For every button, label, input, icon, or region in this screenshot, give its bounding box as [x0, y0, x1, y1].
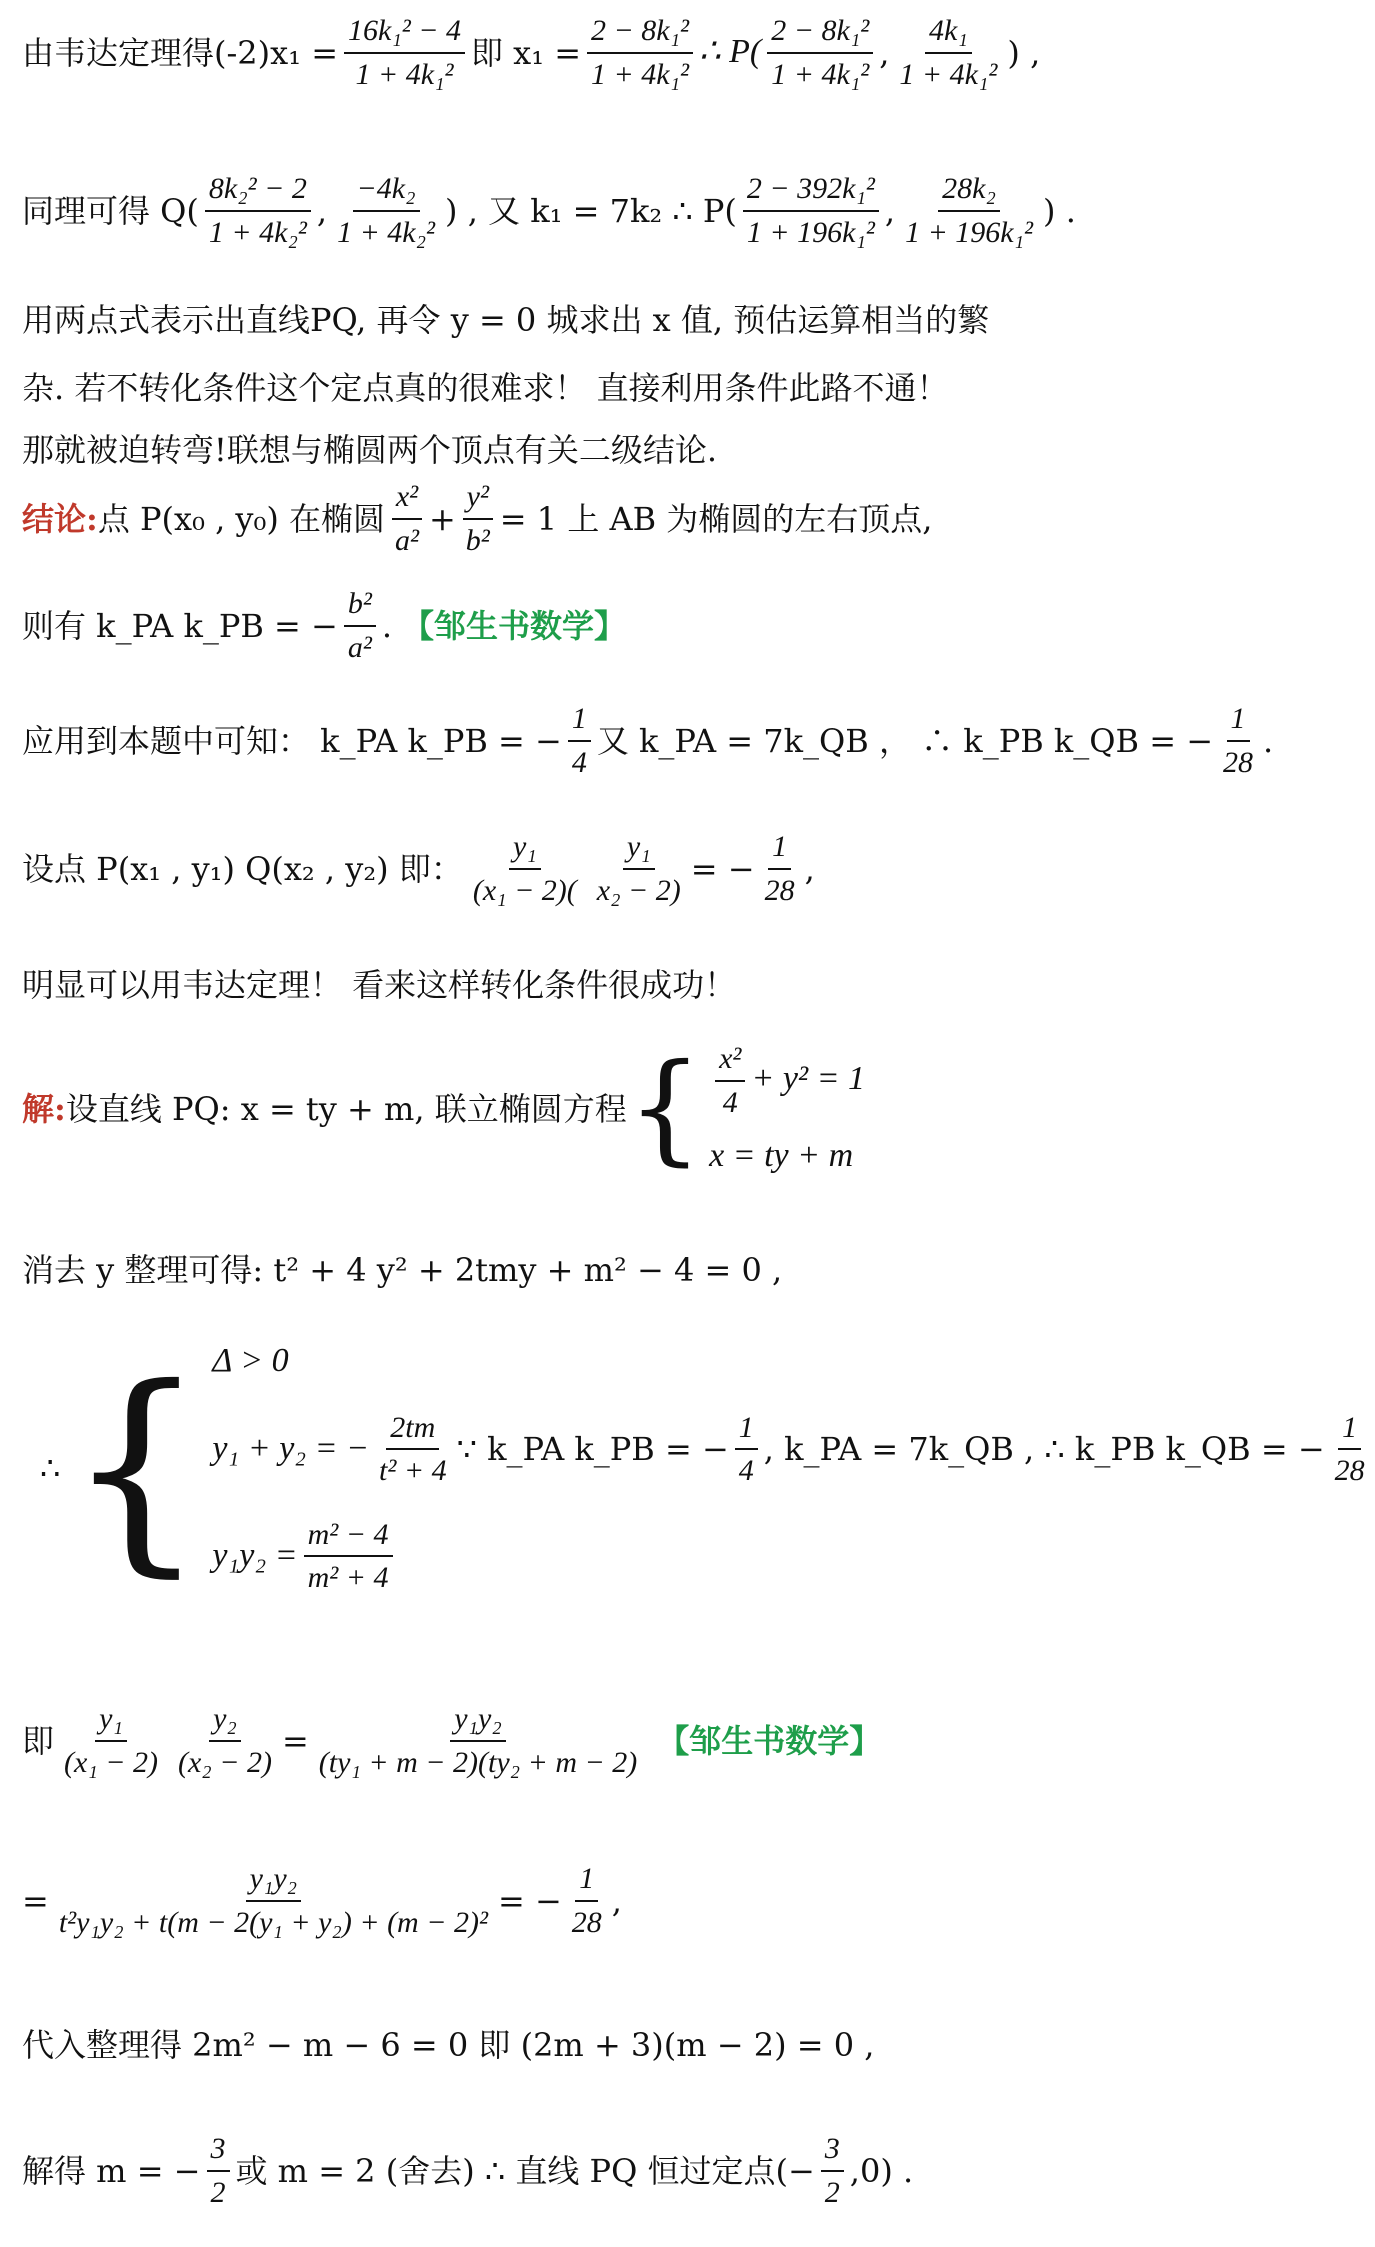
brand-tag: 【邹生书数学】: [657, 1721, 882, 1760]
line-5: 那就被迫转弯!联想与椭圆两个顶点有关二级结论.: [22, 431, 718, 469]
fraction: $\frac{\text{−4k₂}}{\text{1 + 4k₂²}}$: [337, 172, 436, 249]
fraction: $\frac{\text{y²}}{\text{b²}}$: [462, 478, 494, 559]
equation-system: $\frac{\text{x²}}{4}$ + y² = 1 x = ty + m: [709, 1042, 866, 1174]
text: 点 P(x₀ , y₀) 在椭圆: [97, 499, 385, 538]
text: 又 k_PA = 7k_QB ， ∴ k_PB k_QB = −: [596, 721, 1214, 760]
fraction: $\frac{1}{4}$: [568, 700, 591, 781]
line-10: 明显可以用韦达定理！ 看来这样转化条件很成功！: [22, 966, 737, 1004]
line-14: 即 $\frac{\text{y₁}}{\text{(x₁ − 2)}}$ $\frac{\text{y₂}}{\text{(x₂ − 2)}}$ = $\frac{\text{y₁y₂}}{\text{(ty₁ + m − 2)(ty₂ + m − 2)}}$ 【邹生书数学】: [22, 1702, 882, 1779]
line-9: 设点 P(x₁ , y₁) Q(x₂ , y₂) 即： $\frac{\text{y₁}}{\text{(x₁ − 2)(}}$ $\frac{\text{y₁}}{\text{x₂ − 2)}}$ = − $\frac{1}{28}$ ,: [22, 828, 1060, 909]
line-17: 解得 m = − $\frac{3}{2}$ 或 m = 2 (舍去) ∴ 直线 PQ 恒过定点(− $\frac{3}{2}$ ,0) .: [22, 2132, 914, 2209]
fraction: $\frac{\text{4k₁}}{\text{1 + 4k₁²}}$: [899, 14, 998, 91]
text: 则有 k_PA k_PB = −: [22, 606, 338, 645]
fraction: $\frac{\text{28k₂}}{\text{1 + 196k₁²}}$: [905, 172, 1034, 249]
line-16: 代入整理得 2m² − m − 6 = 0 即 (2m + 3)(m − 2) = 0 ,: [22, 2026, 875, 2064]
line-3: 用两点式表示出直线PQ, 再令 y = 0 城求出 x 值, 预估运算相当的繁: [22, 301, 990, 339]
line-13: ∴ { Δ > 0 y₁ + y₂ = − $\frac{2tm}{\text{t² + 4}}$ ∵ k_PA k_PB = − $\frac{1}{4}$ , k_PA = 7k_QB , ∴ k_PB k_QB = − $\frac{1}{28}$ y₁y₂ = $\frac{\text{m² − 4}}{\text{m² + 4}}$: [40, 1340, 1060, 1597]
line-2: 同理可得 Q( $\frac{\text{8k₂² − 2}}{\text{1 + 4k₂²}}$ , $\frac{\text{−4k₂}}{\text{1 + 4k₂²}}$ ) , 又 k₁ = 7k₂ ∴ P( $\frac{\text{2 − 392k₁²}}{\text{1 + 196k₁²}}$ , $\frac{\text{28k₂}}{\text{1 + 196k₁²}}$ ) .: [22, 170, 1060, 251]
fraction: $\frac{1}{28}$: [764, 830, 795, 907]
conclusion-label: 结论:: [22, 499, 98, 538]
fraction: $\frac{\text{2 − 8k₁²}}{\text{1 + 4k₁²}}$: [587, 12, 693, 93]
fraction: $\frac{\text{b²}}{\text{a²}}$: [344, 585, 376, 666]
fraction: $\frac{\text{y₁}}{\text{(x₁ − 2)(}}$: [472, 830, 577, 907]
line-11: 解: 设直线 PQ: x = ty + m, 联立椭圆方程 { $\frac{\text{x²}}{4}$ + y² = 1 x = ty + m: [22, 1038, 866, 1178]
text: 应用到本题中可知： k_PA k_PB = −: [22, 721, 562, 760]
line-1: 由韦达定理得(-2)x₁ = $\frac{\text{16k₁² − 4}}{\text{1 + 4k₁²}}$ 即 x₁ = $\frac{\text{2 − 8k₁²}}{\text{1 + 4k₁²}}$ ∴ P( $\frac{\text{2 − 8k₁²}}{\text{1 + 4k₁²}}$ , $\frac{\text{4k₁}}{\text{1 + 4k₁²}}$ ) ,: [22, 12, 1060, 93]
line-4: 杂. 若不转化条件这个定点真的很难求！ 直接利用条件此路不通！: [22, 369, 949, 407]
line-12: 消去 y 整理可得: t² + 4 y² + 2tmy + m² − 4 = 0 ,: [22, 1251, 783, 1289]
fraction: $\frac{\text{8k₂² − 2}}{\text{1 + 4k₂²}}$: [205, 170, 311, 251]
line-6: 结论: 点 P(x₀ , y₀) 在椭圆 $\frac{\text{x²}}{\text{a²}}$ + $\frac{\text{y²}}{\text{b²}}$ = 1 上 AB 为椭圆的左右顶点,: [22, 478, 1060, 559]
text: ∴ P(: [699, 33, 762, 71]
line-15: = $\frac{\text{y₁y₂}}{\text{t²y₁y₂ + t(m − 2(y₁ + y₂) + (m − 2)²}}$ = − $\frac{1}{28}$ ,: [22, 1862, 622, 1939]
text: 由韦达定理得(-2)x₁ =: [22, 33, 339, 72]
line-7: 则有 k_PA k_PB = − $\frac{\text{b²}}{\text{a²}}$ . 【邹生书数学】: [22, 585, 1060, 666]
condition-system: Δ > 0 y₁ + y₂ = − $\frac{2tm}{\text{t² + 4}}$ ∵ k_PA k_PB = − $\frac{1}{4}$ , k_PA = 7k_QB , ∴ k_PB k_QB = − $\frac{1}{28}$ y₁y₂ = $\frac{\text{m² − 4}}{\text{m² + 4}}$: [212, 1342, 1365, 1594]
line-8: 应用到本题中可知： k_PA k_PB = − $\frac{1}{4}$ 又 k_PA = 7k_QB ， ∴ k_PB k_QB = − $\frac{1}{28}$ .: [22, 700, 1060, 781]
solution-label: 解:: [22, 1089, 66, 1128]
fraction: $\frac{\text{y₁}}{\text{x₂ − 2)}}$: [596, 830, 681, 907]
text: = 1 上 AB 为椭圆的左右顶点,: [499, 499, 933, 538]
fraction: $\frac{\text{2 − 392k₁²}}{\text{1 + 196k₁²}}$: [743, 170, 879, 251]
fraction: $\frac{1}{28}$: [1223, 702, 1254, 779]
fraction: $\frac{\text{x²}}{\text{a²}}$: [391, 478, 423, 559]
fraction: $\frac{\text{16k₁² − 4}}{\text{1 + 4k₁²}}$: [344, 12, 465, 93]
text: 设直线 PQ: x = ty + m, 联立椭圆方程: [65, 1089, 627, 1128]
brand-tag: 【邹生书数学】: [402, 606, 627, 645]
text: 即 x₁ =: [471, 33, 582, 72]
text: 设点 P(x₁ , y₁) Q(x₂ , y₂) 即：: [22, 849, 463, 888]
fraction: $\frac{\text{2 − 8k₁²}}{\text{1 + 4k₁²}}$: [767, 12, 873, 93]
text: ) , 又 k₁ = 7k₂ ∴ P(: [445, 191, 737, 230]
text: 同理可得 Q(: [22, 191, 199, 230]
